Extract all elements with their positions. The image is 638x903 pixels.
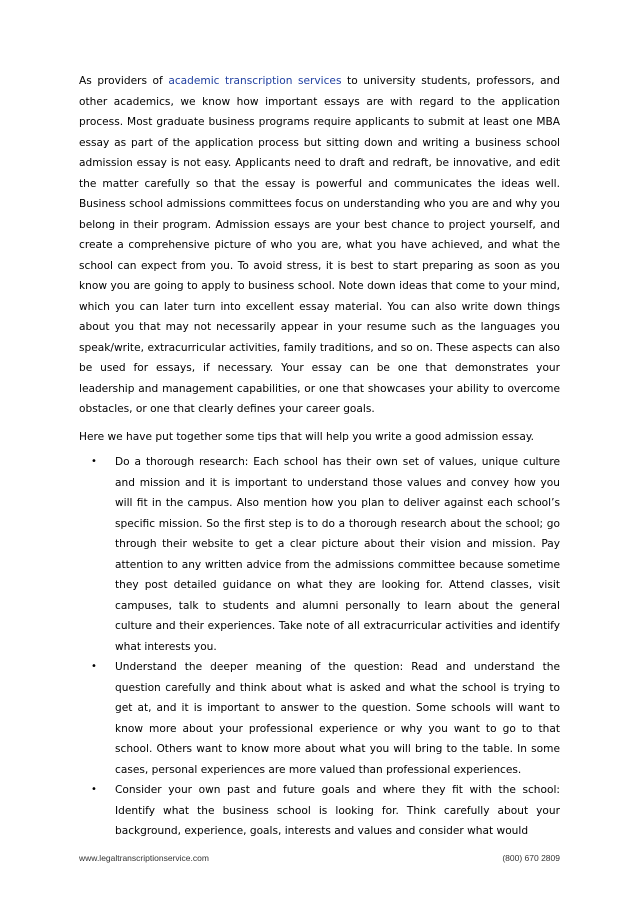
intro-paragraph — [79, 71, 560, 420]
tip-text: Understand the deeper meaning of the question: Read and understand the question carefully and think about what is asked and what the school is trying to get at, and it is important to answer to the question. Some schools will want to know more about your professional experience or why you want to go to that school. Others want to know more about what you will bring to the table. In some cases, personal experiences are more valued than professional experiences. — [115, 661, 560, 776]
tips-list — [79, 452, 560, 842]
tip-text: Consider your own past and future goals and where they fit with the school: Identify what the business school is looking for. Think carefully about your background, experience, goals, interests and values and consider what would — [115, 784, 560, 837]
intro-text-start: As providers of — [79, 75, 169, 87]
tips-intro-paragraph: Here we have put together some tips that will help you write a good admission essay. — [79, 430, 534, 443]
list-item — [79, 657, 560, 780]
footer-phone: (800) 670 2809 — [502, 853, 560, 863]
intro-text-rest: to university students, professors, and other academics, we know how important essays are with regard to the application process. Most graduate business programs require applicants to submit at least one MBA essay as part of the application process but sitting down and writing a business school admission essay is not easy. Applicants need to draft and redraft, be innovative, and edit the matter carefully so that the essay is powerful and communicates the ideas well. Business school admissions committees focus on understanding who you are and why you belong in their program. Admission essays are your best chance to project yourself, and create a comprehensive picture of who you are, what you have achieved, and what the school can expect from you. To avoid stress, it is best to start preparing as soon as you know you are going to apply to business school. Note down ideas that come to your mind, which you can later turn into excellent essay material. You can also write down things about you that may not necessarily appear in your resume such as the languages you speak/write, extracurricular activities, family traditions, and so on. These aspects can also be used for essays, if necessary. Your essay can be one that demonstrates your leadership and management capabilities, or one that showcases your ability to overcome obstacles, or one that clearly defines your career goals. — [79, 75, 560, 415]
footer-website[interactable]: www.legaltranscriptionservice.com — [79, 853, 209, 863]
tip-text: Do a thorough research: Each school has their own set of values, unique culture and mission and it is important to understand those values and convey how you will fit in the campus. Also mention how you plan to deliver against each school’s specific mission. So the first step is to do a thorough research about the school; go through their website to get a clear picture about their vision and mission. Pay attention to any written advice from the admissions committee because sometime they post detailed guidance on what they are looking for. Attend classes, visit campuses, talk to students and alumni personally to learn about the general culture and their experiences. Take note of all extracurricular activities and identify what interests you. — [115, 456, 560, 653]
bullet-icon: • — [91, 456, 97, 467]
bullet-icon: • — [91, 661, 97, 672]
academic-transcription-link[interactable]: academic transcription services — [168, 75, 342, 87]
document-body — [79, 71, 560, 842]
list-item — [79, 780, 560, 842]
bullet-icon: • — [91, 784, 97, 795]
list-item — [79, 452, 560, 657]
